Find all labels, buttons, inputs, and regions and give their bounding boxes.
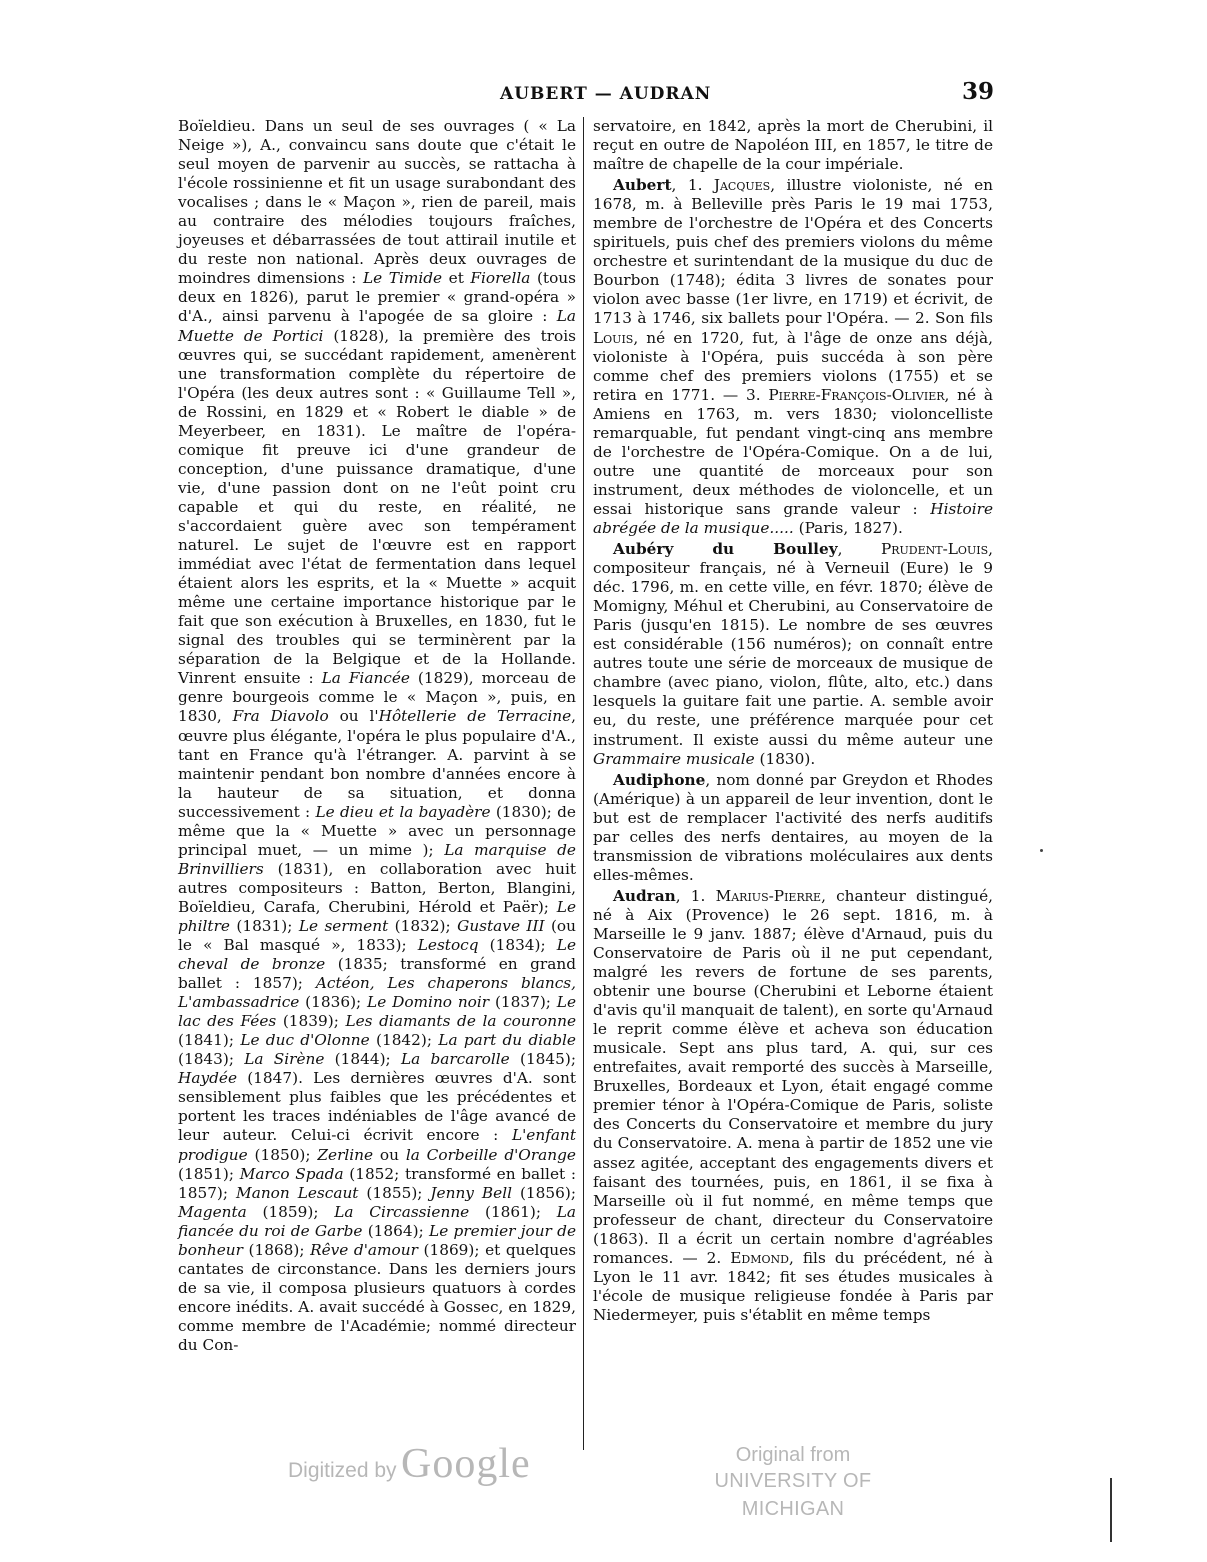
italic-title: Histoire abrégée de la musique..... [593,499,993,537]
google-logo: Google [401,1441,531,1487]
text-run: (1859); [246,1202,335,1221]
text-run: (1844); [324,1050,401,1069]
person-name: Jacques [713,176,771,195]
entry-headword: Audran [613,886,676,905]
left-column [178,117,576,1355]
italic-title: La marquise de Brinvilliers [178,840,576,878]
page-number: 39 [962,78,995,105]
text-run: (tous deux en 1826), parut le premier « grand-opéra » d'A., ainsi parvenu à l'apogée de sa gloire : [178,269,576,326]
text-run: , nom donné par Greydon et Rhodes (Amérique) à un appareil de leur invention, dont le but est de remplacer l'activité des nerfs auditifs par celles des nerfs dentaires, au moyen de la transmission de vibrations moléculaires aux dents elles-mêmes. [593,770,993,884]
scan-edge-line [1110,1478,1112,1542]
text-run: (1869); et quelques cantates de circonstance. Dans les derniers jours de sa vie, il composa plusieurs quatuors à cordes encore inédits. A. avait succédé à Gossec, en 1829, comme membre de l'Académie; nommé directeur du Con- [178,1240,576,1354]
italic-title: La part du diable [438,1031,576,1050]
institution-name: UNIVERSITY OF MICHIGAN [714,1470,872,1520]
italic-title: Lestocq [417,936,479,955]
text-run: , illustre violoniste, né en 1678, m. à Belleville près Paris le 19 mai 1753, membre de l'orchestre de l'Opéra et des Concerts spirituels, puis chef des premiers violons du même orchestre et surintendant de la musique du duc de Bourbon (1748); édita 3 livres de sonates pour violon avec basse (1er livre, en 1719) et écrivit, de 1713 à 1746, six ballets pour l'Opéra. — 2. Son fils [593,176,993,328]
person-name: Prudent-Louis [880,540,989,559]
text-run: (Paris, 1827). [793,518,903,537]
paragraph-auber-continued [178,117,576,1355]
text-run: (ou le « Bal masqué », 1833); [178,916,576,955]
text-run: et [442,269,471,288]
italic-title: Le cheval de bronze [178,936,576,974]
digitized-by-text: Digitized by [288,1459,397,1482]
italic-title: Fiorella [470,269,531,288]
text-run: (1830); de même que la « Muette » avec un personnage principal muet, — un mime ); [178,802,576,859]
text-run: (1837); [489,993,557,1012]
text-run: (1832); [388,916,458,935]
text-run: (1835; transformé en grand ballet : 1857); [178,955,576,993]
column-divider [583,117,584,1450]
text-run: (1842); [369,1031,439,1050]
person-name: Marius-Pierre [715,886,822,905]
text-run: servatoire, en 1842, après la mort de Cherubini, il reçut en outre de Napoléon III, en 1857, le titre de maître de chapelle de la cour impériale. [593,117,993,174]
italic-title: L'enfant prodigue [178,1126,576,1164]
italic-title: la Corbeille d'Orange [405,1145,576,1164]
text-run: , né à Amiens en 1763, m. vers 1830; violoncelliste remarquable, fut pendant vingt-cinq ans membre de l'orchestre de l'Opéra-Comique. On a de lui, outre une quantité de morceaux pour son instrument, deux méthodes de violoncelle, et un essai historique sans grande valeur : [593,385,993,518]
italic-title: La Muette de Portici [178,307,576,345]
text-run: (1847). Les dernières œuvres d'A. sont sensiblement plus faibles que les précédentes et portent les traces indéniables de l'âge avancé de leur auteur. Celui-ci écrivit encore : [178,1069,576,1145]
text-run: , fils du précédent, né à Lyon le 11 avr. 1842; fit ses études musicales à l'école de musique religieuse fondée à Paris par Niedermeyer, puis s'établit en même temps [593,1248,993,1324]
italic-title: Le duc d'Olonne [240,1031,370,1050]
italic-title: Actéon, Les chaperons blancs, L'ambassadrice [178,974,576,1012]
entry-audiphone [593,771,993,885]
text-run: (1830). [754,749,816,768]
text-run: (1839); [276,1012,346,1031]
text-run: (1843); [178,1050,245,1069]
italic-title: Gustave III [457,916,545,935]
text-run: (1834); [478,936,557,955]
scan-speck [1040,849,1043,852]
italic-title: La Fiancée [321,669,410,688]
italic-title: Le lac des Fées [178,993,577,1031]
entry-aubert [593,176,993,538]
text-run: (1841); [178,1031,241,1050]
italic-title: Le premier jour de bonheur [178,1221,576,1259]
entry-headword: Aubéry du Boulley [613,540,838,559]
italic-title: Zerline [317,1145,374,1164]
text-run: (1868); [242,1240,311,1259]
text-run: , compositeur français, né à Verneuil (Eure) le 9 déc. 1796, m. en cette ville, en févr. 1870; élève de Momigny, Méhul et Cherubini, au Conservatoire de Paris (jusqu'en 1815). Le nombre de ses œuvres est considérable (156 numéros); on connaît entre autres toute une série de morceaux de musique de chambre (avec piano, violon, flûte, alto, etc.) dans lesquels la guitare fait une partie. A. semble avoir eu, du reste, une préférence marquée pour cet instrument. Il existe aussi du même auteur une [593,540,993,749]
italic-title: La barcarolle [400,1050,510,1069]
text-run: , 1. [675,886,716,905]
text-run: (1851); [178,1164,240,1183]
paragraph-auber-end [593,117,993,174]
text-run: (1836); [299,993,368,1012]
italic-title: Rêve d'amour [310,1240,418,1259]
italic-title: La fiancée du roi de Garbe [178,1202,577,1240]
text-run: (1864); [362,1221,430,1240]
text-run: (1829), morceau de genre bourgeois comme le « Maçon », puis, en 1830, [178,669,577,726]
italic-title: Le Domino noir [367,993,490,1012]
italic-title: La Circassienne [334,1202,470,1221]
entry-aubery-du-boulley [593,540,993,769]
text-run: , né en 1720, fut, à l'âge de onze ans déjà, violoniste à l'Opéra, puis succéda à son père comme chef des premiers violons (1755) et se retira en 1771. — 3. [593,328,993,404]
italic-title: Manon Lescaut [236,1183,359,1202]
italic-title: Magenta [178,1202,247,1221]
italic-title: Le serment [298,916,389,935]
entry-audran [593,887,993,1325]
italic-title: Le philtre [178,897,576,935]
text-run: (1855); [358,1183,431,1202]
italic-title: Jenny Bell [430,1183,512,1202]
original-from-text: Original from [735,1444,851,1466]
text-run: (1850); [247,1145,318,1164]
italic-title: Haydée [178,1069,237,1088]
person-name: Louis [593,328,634,347]
entry-headword: Aubert [613,176,672,195]
text-run: Boïeldieu. Dans un seul de ses ouvrages ( « La Neige »), A., convaincu sans doute que c'était le seul moyen de parvenir au succès, se rattacha à l'école rossinienne et fit un usage surabondant des vocalises ; dans le « Maçon », rien de pareil, mais au contraire des mélodies toujours fraîches, joyeuses et débarrassées de tout attirail inutile et du reste non national. Après deux ouvrages de moindres dimensions : [178,117,576,288]
text-run: (1831), en collaboration avec huit autres compositeurs : Batton, Berton, Blangini, Boïeldieu, Carafa, Cherubini, Hérold et Paër); [178,859,576,916]
text-run: , chanteur distingué, né à Aix (Provence) le 26 sept. 1816, m. à Marseille le 9 janv. 1887; élève d'Arnaud, puis du Conservatoire de Paris où il ne put cependant, malgré les revers de fortune de ses parents, obtenir une bourse (Cherubini et Leborne étaient d'avis qu'il manquait de talent), en sorte qu'Arnaud le reprit comme élève et acheva son éducation musicale. Sept ans plus tard, A. qui, sur ces entrefaites, avait remporté des succès à Marseille, Bruxelles, Bordeaux et Lyon, était engagé comme premier ténor à l'Opéra-Comique de Paris, soliste des Concerts du Conservatoire et membre du jury du Conservatoire. A. mena à partir de 1852 une vie assez agitée, acceptant des engagements divers et faisant des tournées, puis, en 1861, il se fixa à Marseille où il fut nommé, en même temps que professeur de chant, directeur du Conservatoire (1863). Il a écrit un certain nombre d'agréables romances. — 2. [593,886,993,1267]
text-run: (1828), la première des trois œuvres qui, se succédant rapidement, amenèrent une transformation complète du répertoire de l'Opéra (les deux autres sont : « Guillaume Tell », de Rossini, en 1829 et « Robert le diable » de Meyerbeer, en 1831). Le maître de l'opéra-comique fit preuve ici d'une grandeur de conception, d'une puissance dramatique, d'une vie, d'une passion dont on ne l'eût point cru capable et qui du reste, en réalité, ne s'accordaient guère avec son tempérament naturel. Le sujet de l'œuvre est en rapport immédiat avec l'état de fermentation dans lequel étaient alors les esprits, et la « Muette » acquit même une certaine importance historique par le fait que son exécution à Bruxelles, en 1830, fut le signal des troubles qui se terminèrent par la séparation de la Belgique et de la Hollande. Vinrent ensuite : [178,326,576,688]
italic-title: La Sirène [244,1050,325,1069]
italic-title: Le dieu et la bayadère [315,802,491,821]
text-run: (1831); [229,916,299,935]
italic-title: Grammaire musicale [593,749,755,768]
digitized-by-watermark [288,1440,531,1490]
italic-title: Les diamants de la couronne [345,1012,576,1031]
entry-headword: Audiphone [613,770,706,789]
right-column [593,117,993,1325]
italic-title: Le Timide [363,269,443,288]
italic-title: Fra Diavolo [232,707,329,726]
italic-title: Hôtellerie de Terracine [378,707,572,726]
text-run: , 1. [671,176,714,195]
header-title: AUBERT — AUDRAN [500,84,712,104]
text-run: ou [373,1145,406,1164]
running-header [180,78,1000,110]
person-name: Edmond [730,1248,789,1267]
person-name: Pierre-François-Olivier [768,385,945,404]
original-from-watermark [668,1443,918,1523]
text-run: , œuvre plus élégante, l'opéra le plus populaire d'A., tant en France qu'à l'étranger. A. parvint à se maintenir pendant bon nombre d'années encore à la hauteur de sa situation, et donna successivement : [178,707,577,821]
italic-title: Marco Spada [239,1164,344,1183]
text-run: (1852; transformé en ballet : 1857); [178,1164,576,1202]
text-run: (1856); [512,1183,576,1202]
text-run: (1861); [469,1202,557,1221]
text-run: ou l' [328,707,379,726]
text-run: (1845); [509,1050,576,1069]
text-run: , [837,540,881,559]
